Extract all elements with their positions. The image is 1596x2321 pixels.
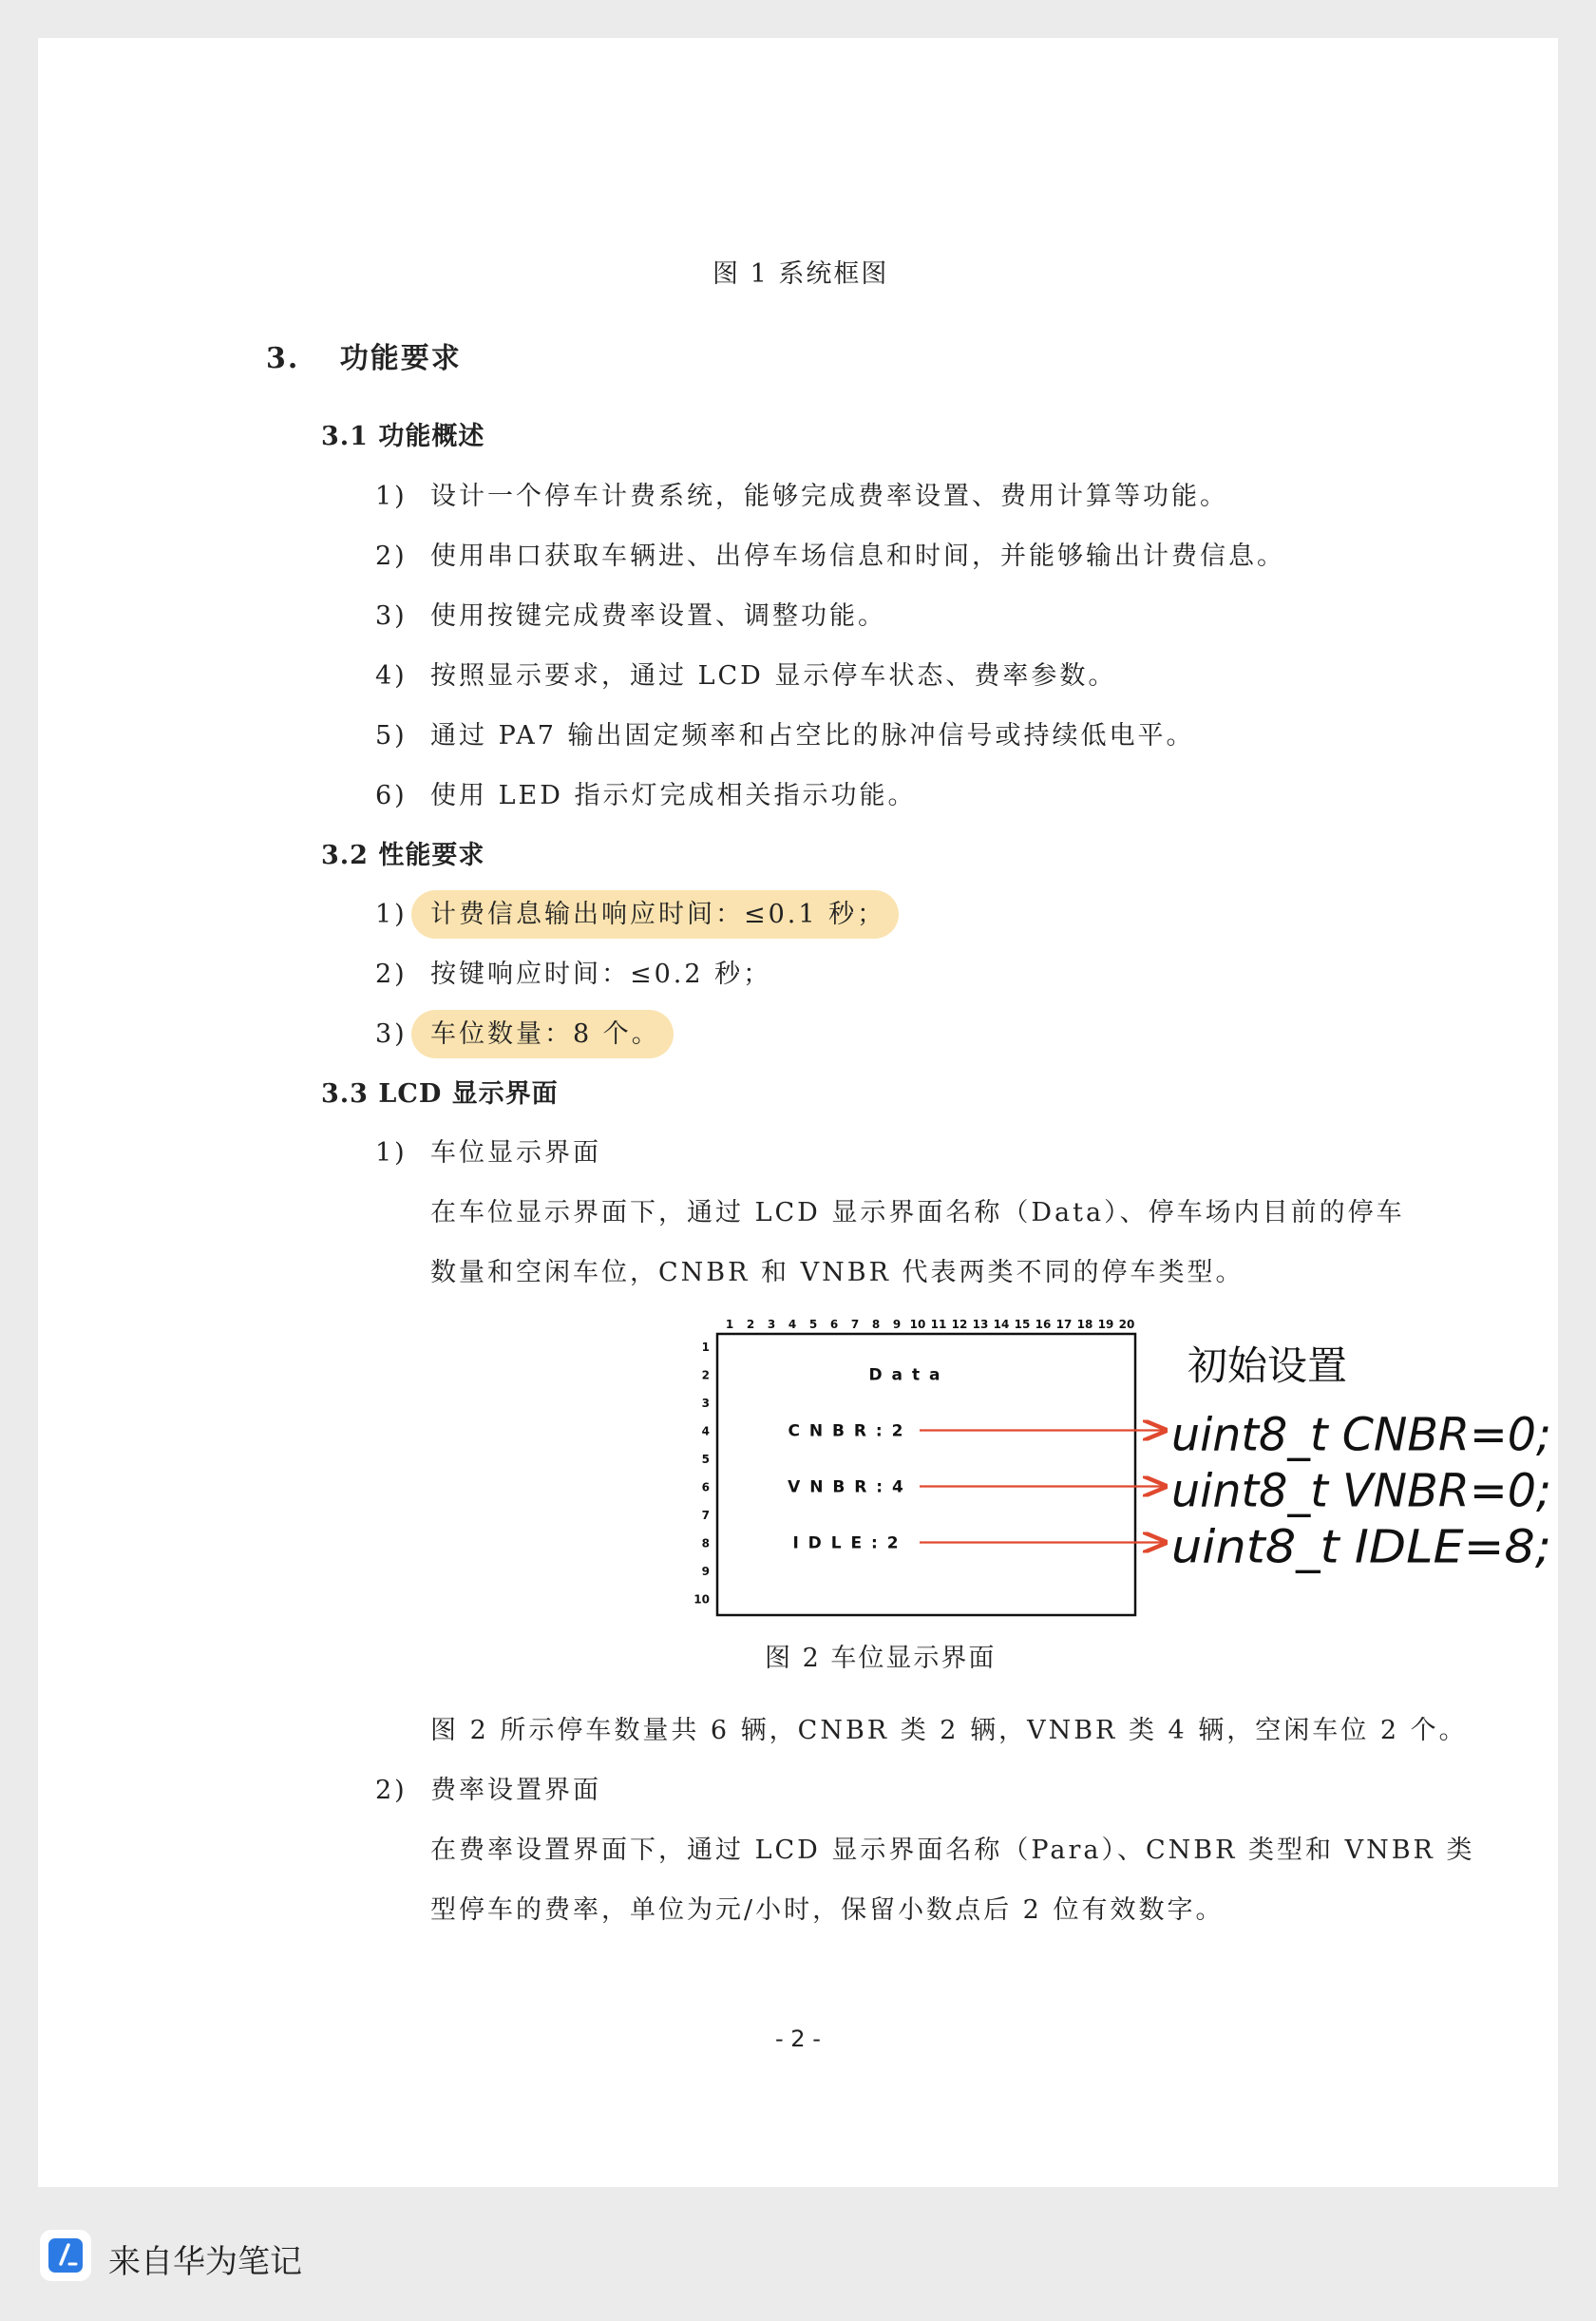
paragraph-line: 图 2 所示停车数量共 6 辆，CNBR 类 2 辆，VNBR 类 4 辆，空闲车位 2 个。 [430, 1716, 1468, 1745]
column-number: 5 [808, 1318, 818, 1331]
column-number: 14 [993, 1318, 1010, 1331]
column-number: 2 [746, 1318, 755, 1331]
column-number: 13 [972, 1318, 989, 1331]
column-number: 12 [951, 1318, 968, 1331]
row-numbers [694, 1341, 710, 1607]
footer-app-name: 来自华为笔记 [108, 2243, 302, 2281]
column-number: 1 [725, 1318, 734, 1331]
lcd-line-text: V N B R : 4 [788, 1477, 905, 1497]
row-number: 6 [701, 1480, 710, 1494]
list-item: 1) 计费信息输出响应时间：≤0.1 秒； [375, 893, 899, 930]
list-item: 6) 使用 LED 指示灯完成相关指示功能。 [375, 781, 917, 810]
section-number: 3. [266, 342, 300, 375]
column-number: 15 [1014, 1318, 1031, 1331]
column-number: 10 [909, 1318, 926, 1331]
list-item: 1) 车位显示界面 [375, 1138, 601, 1168]
handwritten-notes [1171, 1342, 1551, 1574]
column-number: 19 [1097, 1318, 1114, 1331]
lcd-figure [656, 1303, 1558, 1665]
lcd-line-text: D a t a [868, 1365, 942, 1385]
document-page [38, 38, 1558, 2187]
column-numbers [726, 1318, 1135, 1331]
row-number: 4 [701, 1424, 710, 1438]
section-title: 功能要求 [339, 342, 462, 375]
column-number: 4 [788, 1318, 797, 1331]
row-number: 2 [701, 1368, 710, 1382]
huawei-notes-icon [40, 2230, 91, 2281]
list-item: 5) 通过 PA7 输出固定频率和占空比的脉冲信号或持续低电平。 [375, 721, 1195, 751]
column-number: 7 [850, 1318, 860, 1331]
page-number: - 2 - [775, 2026, 821, 2052]
column-number: 6 [829, 1318, 839, 1331]
row-number: 10 [694, 1592, 710, 1607]
highlighted-text: 计费信息输出响应时间：≤0.1 秒； [411, 890, 899, 939]
subsection-3-3-title: 3.3 LCD 显示界面 [321, 1079, 559, 1109]
list-item: 2) 费率设置界面 [375, 1776, 601, 1805]
list-item: 1) 设计一个停车计费系统，能够完成费率设置、费用计算等功能。 [375, 482, 1228, 511]
row-number: 9 [701, 1565, 710, 1578]
handwritten-title: 初始设置 [1188, 1342, 1348, 1389]
list-item: 3) 车位数量：8 个。 [375, 1013, 674, 1050]
paragraph-line: 在费率设置界面下，通过 LCD 显示界面名称（Para）、CNBR 类型和 VNBR 类 [430, 1836, 1475, 1865]
column-number: 16 [1035, 1318, 1052, 1331]
row-number: 3 [701, 1397, 710, 1410]
row-number: 1 [701, 1341, 710, 1354]
subsection-3-1-title: 3.1 功能概述 [321, 422, 485, 451]
paragraph-line: 型停车的费率，单位为元/小时，保留小数点后 2 位有效数字。 [430, 1895, 1225, 1925]
section-3-heading [266, 334, 462, 376]
column-number: 8 [871, 1318, 881, 1331]
column-number: 18 [1076, 1318, 1093, 1331]
paragraph-line: 在车位显示界面下，通过 LCD 显示界面名称（Data）、停车场内目前的停车 [430, 1198, 1405, 1227]
column-number: 17 [1055, 1318, 1073, 1331]
column-number: 3 [767, 1318, 776, 1331]
list-item: 4) 按照显示要求，通过 LCD 显示停车状态、费率参数。 [375, 661, 1117, 691]
list-item: 2) 使用串口获取车辆进、出停车场信息和时间，并能够输出计费信息。 [375, 542, 1285, 571]
column-number: 11 [930, 1318, 947, 1331]
lcd-diagram [656, 1303, 1558, 1665]
column-number: 9 [892, 1318, 902, 1331]
list-item: 3) 使用按键完成费率设置、调整功能。 [375, 601, 886, 631]
figure2-caption: 图 2 车位显示界面 [765, 1644, 997, 1673]
paragraph-line: 数量和空闲车位，CNBR 和 VNBR 代表两类不同的停车类型。 [430, 1258, 1244, 1287]
figure1-caption: 图 1 系统框图 [712, 259, 889, 289]
row-number: 8 [701, 1536, 710, 1551]
column-number: 20 [1118, 1318, 1135, 1331]
lcd-line-text: I D L E : 2 [792, 1533, 901, 1553]
highlighted-text: 车位数量：8 个。 [411, 1010, 674, 1058]
lcd-line-text: C N B R : 2 [788, 1421, 905, 1441]
list-item: 2) 按键响应时间：≤0.2 秒； [375, 960, 772, 989]
row-number: 5 [701, 1453, 710, 1466]
handwritten-code-line: uint8_t VNBR=0; [1171, 1464, 1551, 1518]
handwritten-code-line: uint8_t IDLE=8; [1171, 1520, 1551, 1574]
handwritten-code-line: uint8_t CNBR=0; [1171, 1408, 1551, 1462]
subsection-3-2-title: 3.2 性能要求 [321, 841, 485, 870]
row-number: 7 [701, 1509, 710, 1522]
